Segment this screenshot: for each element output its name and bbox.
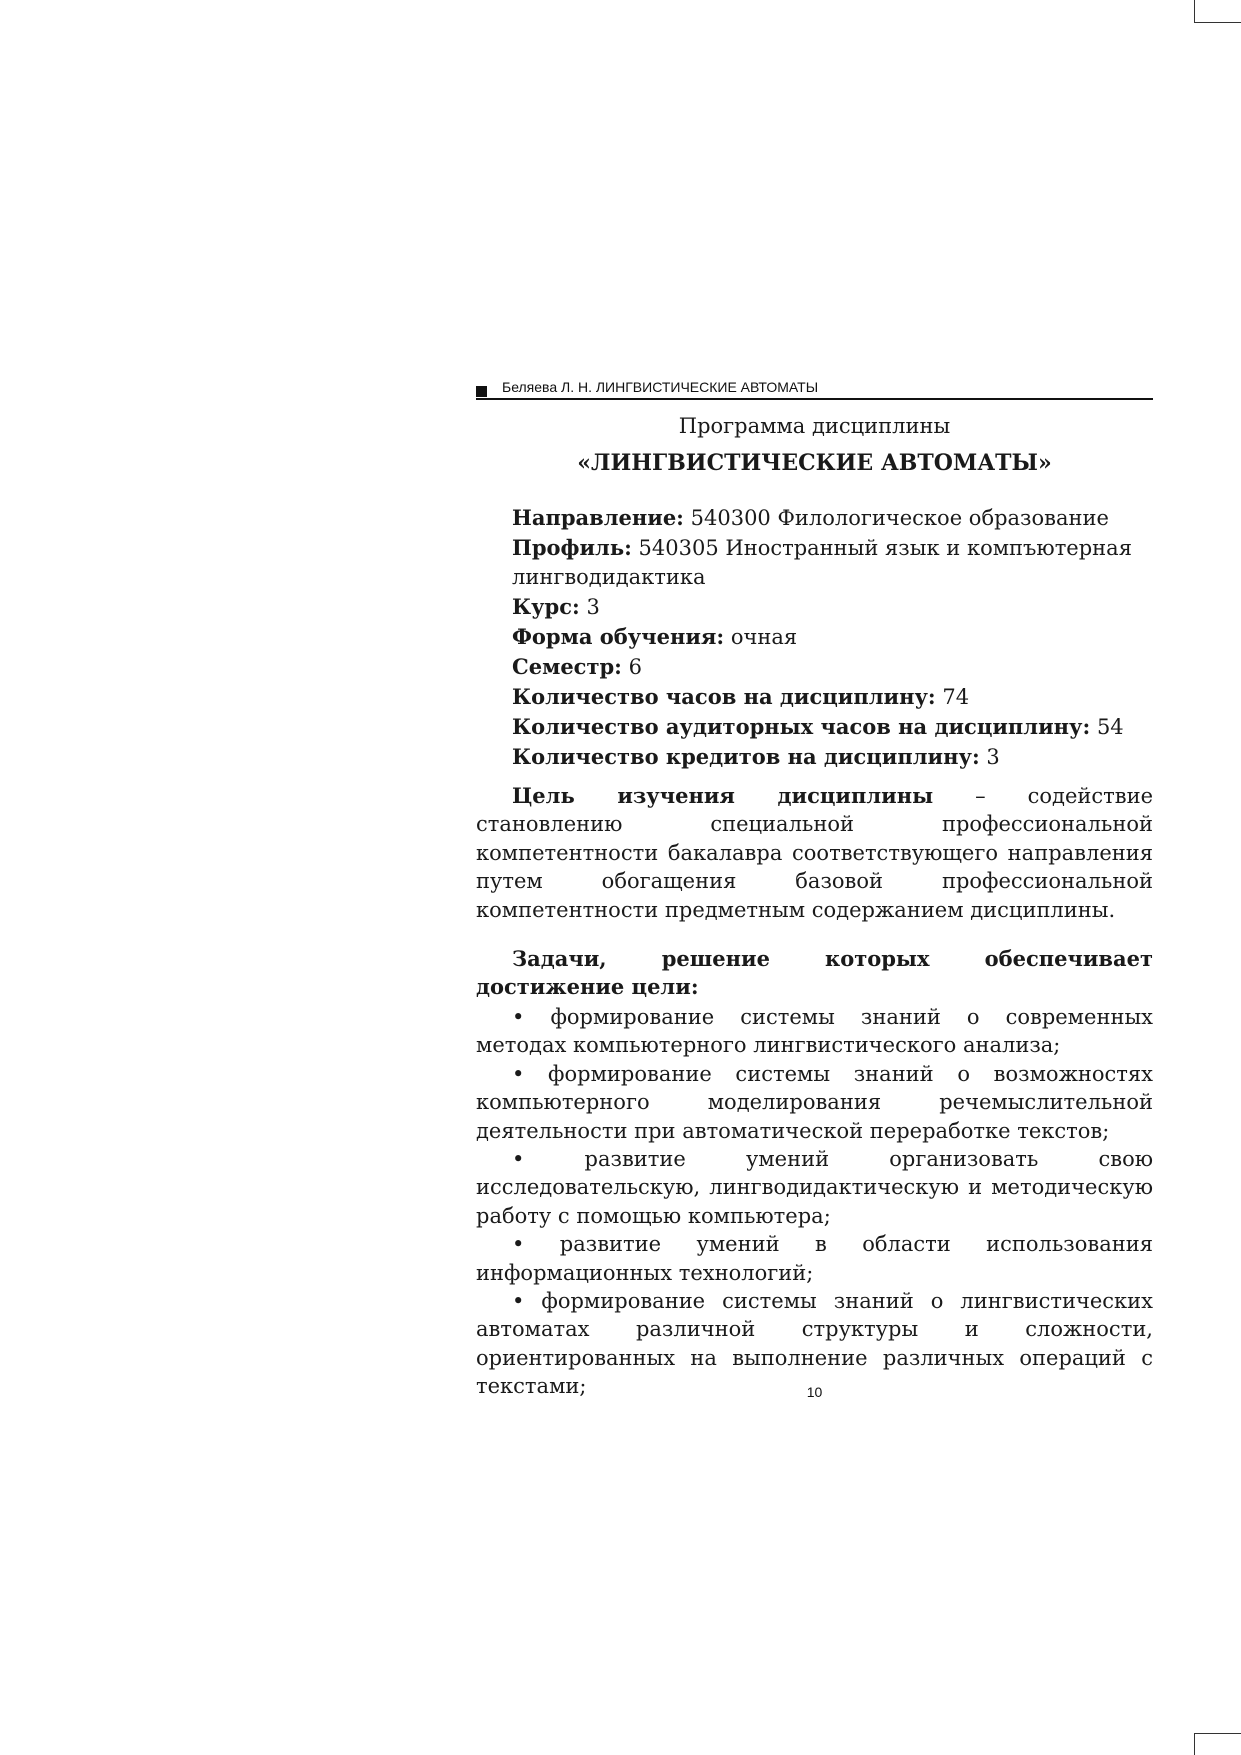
list-item: • формирование системы знаний о возможностях компьютерного моделирования речемыслительной деятельности при автоматической переработке текстов; — [476, 1061, 1153, 1143]
meta-profile: Профиль: 540305 Иностранный язык и компъютерная лингводидактика — [512, 535, 1132, 589]
meta-form: Форма обучения: очная — [512, 624, 798, 649]
discipline-title: «ЛИНГВИСТИЧЕСКИЕ АВТОМАТЫ» — [577, 450, 1052, 476]
goal-paragraph: Цель изучения дисциплины – содействие становлению специальной профессиональной компетентности бакалавра соответствующего направления путем обогащения базовой профессиональной компетентности предметным содержанием дисциплины. — [476, 783, 1153, 922]
crop-mark-bottom-vertical — [1194, 1733, 1195, 1755]
meta-course: Курс: 3 — [512, 594, 600, 619]
square-bullet-icon — [476, 386, 487, 397]
program-title: Программа дисциплины — [678, 414, 951, 438]
running-head-text: Беляева Л. Н. ЛИНГВИСТИЧЕСКИЕ АВТОМАТЫ — [502, 379, 819, 395]
discipline-meta — [512, 503, 1157, 772]
tasks-heading: Задачи, решение которых обеспечивает достижение цели: — [476, 946, 1153, 1000]
meta-aud-hours: Количество аудиторных часов на дисциплину: 54 — [512, 714, 1124, 739]
meta-direction: Направление: 540300 Филологическое образование — [512, 505, 1109, 530]
running-head — [476, 376, 1153, 400]
meta-credits: Количество кредитов на дисциплину: 3 — [512, 744, 1000, 769]
crop-mark-bottom-horizontal — [1194, 1733, 1241, 1734]
crop-mark-top-vertical — [1194, 0, 1195, 22]
tasks-list — [476, 1003, 1153, 1401]
crop-mark-top-horizontal — [1194, 22, 1241, 23]
meta-semester: Семестр: 6 — [512, 654, 642, 679]
list-item: • формирование системы знаний о современных методах компьютерного лингвистического анализа; — [476, 1005, 1153, 1058]
page-number: 10 — [806, 1384, 823, 1400]
meta-hours: Количество часов на дисциплину: 74 — [512, 684, 970, 709]
list-item: • формирование системы знаний о лингвистических автоматах различной структуры и сложности, ориентированных на выполнение различных операций с текстами; — [476, 1289, 1153, 1399]
list-item: • развитие умений в области использования информационных технологий; — [476, 1232, 1153, 1285]
list-item: • развитие умений организовать свою исследовательскую, лингводидактическую и методическую работу с помощью компьютера; — [476, 1147, 1153, 1228]
